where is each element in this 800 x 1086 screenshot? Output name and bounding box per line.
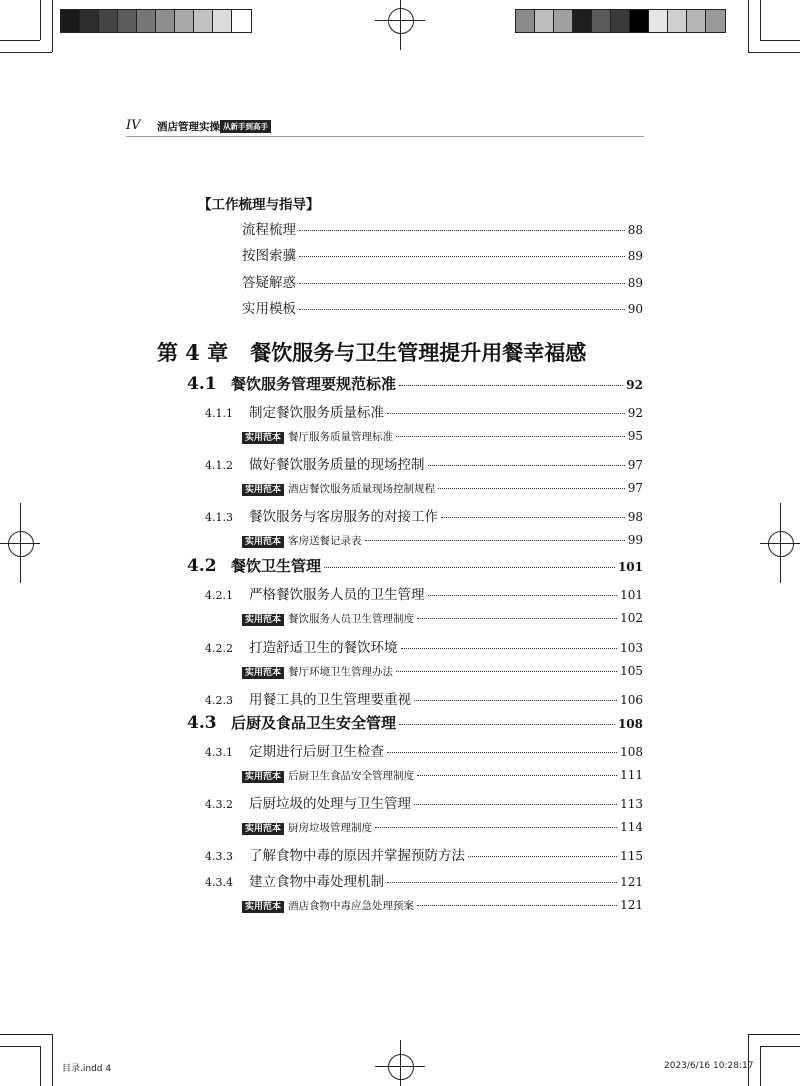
toc-section [187, 712, 643, 733]
header-book-title: 酒店管理实操 [157, 121, 220, 133]
toc-page-number: 98 [627, 510, 643, 525]
toc-label [187, 555, 321, 576]
dot-leader [324, 567, 615, 568]
subsection-title: 建立食物中毒处理机制 [249, 873, 384, 890]
dot-leader [299, 283, 625, 284]
color-swatch [232, 10, 251, 32]
color-swatch [194, 10, 213, 32]
toc-label [205, 740, 384, 760]
toc-label [205, 401, 384, 421]
dot-leader [428, 465, 625, 466]
template-badge: 实用范本 [242, 667, 284, 679]
color-swatch [592, 10, 611, 32]
toc-section [187, 373, 643, 394]
template-title: 厨房垃圾管理制度 [288, 821, 373, 834]
toc-page-number: 92 [626, 378, 643, 392]
dot-leader [428, 595, 618, 596]
toc-page-number: 102 [620, 611, 643, 626]
dot-leader [414, 700, 617, 701]
template-badge: 实用范本 [242, 614, 284, 626]
toc-label [205, 792, 411, 812]
toc-label [242, 297, 296, 317]
footer-file: 目录.indd 4 [62, 1064, 112, 1074]
toc-page-number: 97 [627, 458, 643, 473]
subsection-number: 4.3.3 [205, 849, 233, 863]
footer-timestamp: 2023/6/16 10:28:17 [664, 1061, 754, 1071]
toc-page-number: 105 [620, 663, 643, 678]
color-swatch [630, 10, 649, 32]
toc-label [242, 611, 414, 626]
subsection-number: 4.3.1 [205, 745, 233, 759]
toc-label [242, 820, 372, 835]
toc-page-number: 114 [620, 819, 643, 834]
toc-page-number: 88 [627, 223, 643, 237]
color-swatch [61, 10, 80, 32]
toc-template [242, 898, 643, 913]
toc-page-number: 106 [620, 692, 643, 707]
dot-leader [441, 517, 625, 518]
template-title: 餐饮服务人员卫生管理制度 [288, 613, 415, 626]
dot-leader [399, 724, 615, 725]
toc-label [187, 373, 396, 394]
dot-leader [365, 540, 625, 541]
toc-page-number: 121 [620, 874, 643, 889]
work-item-label: 按图索骥 [242, 248, 296, 265]
subsection-number: 4.1.2 [205, 459, 233, 473]
toc-label [205, 636, 398, 656]
section-number: 4.3 [187, 712, 217, 733]
work-item-label: 流程梳理 [242, 222, 296, 238]
toc-label [242, 533, 362, 548]
subsection-title: 后厨垃圾的处理与卫生管理 [249, 795, 411, 812]
toc-label [205, 844, 465, 864]
toc-page-number: 90 [627, 301, 643, 316]
toc-template [242, 533, 643, 548]
color-bar-left [60, 9, 252, 33]
toc-page-number: 121 [620, 898, 643, 912]
toc-page-number: 108 [620, 744, 643, 759]
section-title: 餐饮服务管理要规范标准 [231, 375, 397, 393]
work-item-label: 答疑解惑 [242, 274, 296, 291]
toc-template [242, 481, 643, 496]
color-swatch [516, 10, 535, 32]
template-badge: 实用范本 [242, 901, 284, 913]
template-badge: 实用范本 [242, 823, 284, 835]
header-page-number: IV [126, 118, 141, 133]
template-title: 酒店餐饮服务质量现场控制规程 [288, 483, 436, 496]
toc-label [205, 453, 425, 473]
toc-subsection [205, 844, 643, 864]
section-title: 餐饮卫生管理 [231, 557, 322, 576]
template-title: 酒店食物中毒应急处理预案 [288, 900, 415, 912]
subsection-title: 打造舒适卫生的餐饮环境 [249, 639, 398, 656]
color-swatch [80, 10, 99, 32]
toc-page-number: 95 [627, 429, 643, 444]
toc-subsection [205, 636, 643, 656]
subsection-title: 用餐工具的卫生管理要重视 [249, 691, 411, 708]
toc-template [242, 429, 643, 444]
toc-template [242, 768, 643, 783]
color-swatch [137, 10, 156, 32]
toc-page-number: 101 [617, 560, 643, 575]
dot-leader [438, 488, 625, 489]
toc-label [242, 218, 296, 238]
color-swatch [649, 10, 668, 32]
dot-leader [299, 230, 625, 231]
dot-leader [375, 827, 617, 828]
color-swatch [687, 10, 706, 32]
dot-leader [299, 309, 625, 310]
header-badge: 从新手到高手 [220, 120, 271, 133]
toc-label [205, 870, 384, 890]
toc-subsection [205, 505, 643, 525]
dot-leader [417, 775, 617, 776]
toc-page-number: 89 [627, 249, 643, 264]
subsection-number: 4.3.2 [205, 797, 233, 811]
toc-label [242, 244, 296, 264]
toc-section [187, 555, 643, 576]
subsection-number: 4.3.4 [205, 875, 233, 889]
toc-subsection [205, 453, 643, 473]
toc-label [205, 583, 425, 603]
dot-leader [387, 413, 625, 414]
section-number: 4.1 [187, 374, 217, 394]
dot-leader [417, 905, 617, 906]
dot-leader [299, 256, 625, 257]
subsection-title: 做好餐饮服务质量的现场控制 [249, 457, 425, 474]
subsection-title: 制定餐饮服务质量标准 [249, 405, 384, 422]
subsection-number: 4.1.1 [205, 407, 233, 421]
dot-leader [396, 671, 617, 672]
toc-subsection [205, 583, 643, 603]
toc-subsection [205, 870, 643, 890]
template-title: 后厨卫生食品安全管理制度 [288, 769, 415, 782]
color-swatch [535, 10, 554, 32]
toc-page-number: 111 [620, 767, 643, 782]
work-section-heading: 【工作梳理与指导】 [198, 197, 320, 213]
toc-page-number: 99 [627, 533, 643, 548]
subsection-title: 严格餐饮服务人员的卫生管理 [249, 587, 425, 604]
toc-subsection [205, 401, 643, 421]
dot-leader [414, 804, 617, 805]
chapter-number: 第 4 章 [157, 340, 229, 365]
color-bar-right [515, 9, 726, 33]
dot-leader [396, 436, 625, 437]
dot-leader [401, 648, 618, 649]
toc-template [242, 611, 643, 626]
toc-page-number: 101 [620, 588, 643, 603]
template-badge: 实用范本 [242, 432, 284, 444]
color-swatch [156, 10, 175, 32]
dot-leader [399, 385, 623, 386]
toc-label [242, 768, 414, 783]
template-badge: 实用范本 [242, 484, 284, 496]
subsection-title: 了解食物中毒的原因并掌握预防方法 [249, 847, 465, 864]
dot-leader [387, 882, 617, 883]
dot-leader [387, 752, 617, 753]
toc-page-number: 92 [627, 406, 643, 421]
toc-label [205, 688, 411, 708]
toc-subsection [205, 688, 643, 708]
work-item [242, 297, 643, 317]
toc-page-number: 108 [617, 716, 643, 731]
dot-leader [468, 856, 617, 857]
color-swatch [706, 10, 725, 32]
toc-page-number: 89 [627, 275, 643, 290]
color-swatch [611, 10, 630, 32]
toc-subsection [205, 792, 643, 812]
template-badge: 实用范本 [242, 771, 284, 783]
toc-subsection [205, 740, 643, 760]
section-number: 4.2 [187, 556, 217, 577]
color-swatch [554, 10, 573, 32]
subsection-title: 餐饮服务与客房服务的对接工作 [249, 509, 438, 526]
header-rule [126, 136, 644, 137]
template-title: 客房送餐记录表 [288, 535, 362, 548]
chapter-title [157, 337, 586, 367]
work-item-label: 实用模板 [242, 300, 296, 317]
template-title: 餐厅环境卫生管理办法 [288, 665, 394, 678]
toc-template [242, 664, 643, 679]
color-swatch [118, 10, 137, 32]
toc-page-number: 113 [620, 796, 643, 811]
color-swatch [175, 10, 194, 32]
toc-page-number: 115 [620, 848, 643, 863]
color-swatch [668, 10, 687, 32]
work-item [242, 271, 643, 291]
template-badge: 实用范本 [242, 536, 284, 548]
color-swatch [573, 10, 592, 32]
subsection-number: 4.2.3 [205, 693, 233, 707]
dot-leader [417, 618, 617, 619]
toc-template [242, 820, 643, 835]
chapter-name: 餐饮服务与卫生管理提升用餐幸福感 [250, 340, 587, 365]
work-item [242, 244, 643, 264]
toc-label [242, 271, 296, 291]
toc-label [242, 429, 393, 444]
subsection-title: 定期进行后厨卫生检查 [249, 743, 384, 760]
toc-page-number: 97 [627, 481, 643, 496]
toc-label [187, 712, 396, 733]
toc-label [242, 481, 435, 496]
toc-label [242, 898, 414, 913]
toc-page-number: 103 [620, 640, 643, 655]
color-swatch [213, 10, 232, 32]
section-title: 后厨及食品卫生安全管理 [231, 713, 397, 732]
subsection-number: 4.2.2 [205, 641, 233, 655]
toc-label [205, 505, 438, 525]
color-swatch [99, 10, 118, 32]
toc-label [242, 664, 393, 679]
subsection-number: 4.1.3 [205, 511, 233, 525]
subsection-number: 4.2.1 [205, 589, 233, 603]
template-title: 餐厅服务质量管理标准 [288, 431, 394, 444]
work-item [242, 218, 643, 238]
